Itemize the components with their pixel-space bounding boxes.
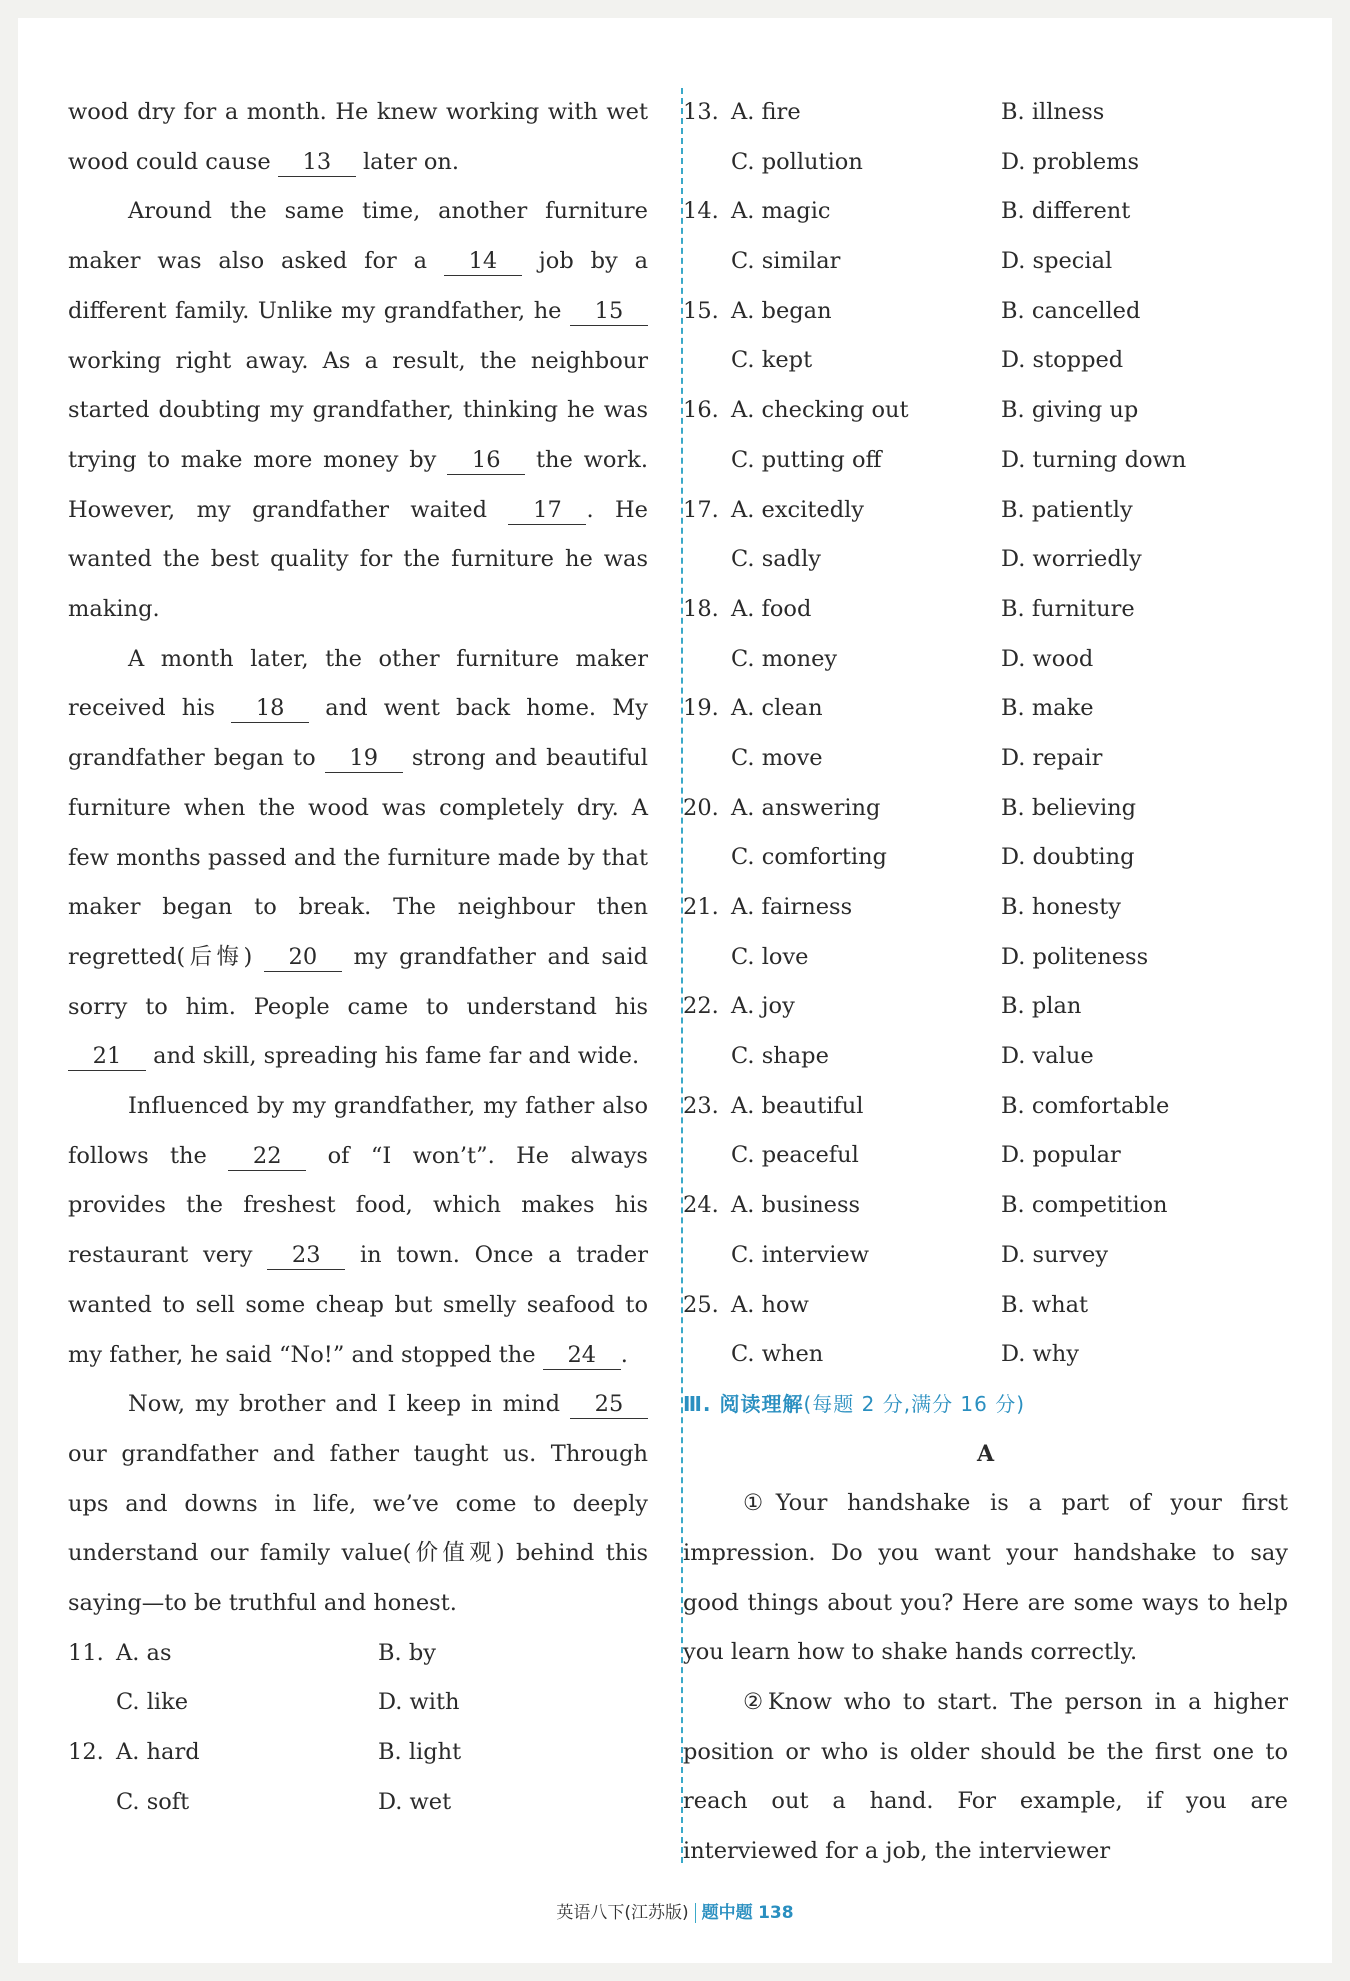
option-b[interactable]: B. patiently xyxy=(1001,496,1133,523)
question-row xyxy=(683,187,1288,237)
option-c[interactable]: C. soft xyxy=(116,1788,190,1815)
option-a[interactable]: A. excitedly xyxy=(731,496,865,523)
question-row xyxy=(683,1082,1288,1132)
question-number: 11. xyxy=(68,1639,104,1666)
option-b[interactable]: B. different xyxy=(1001,198,1131,225)
option-a[interactable]: A. hard xyxy=(116,1739,200,1766)
question-number: 17. xyxy=(683,496,719,523)
passage-text: Influenced by my grandfather, my father also follows the xyxy=(68,1093,648,1169)
option-b[interactable]: B. honesty xyxy=(1001,894,1121,920)
option-a[interactable]: A. fairness xyxy=(731,894,853,920)
answer-blank[interactable]: 18 xyxy=(231,694,309,723)
reading-paragraph: ①Your handshake is a part of your first impression. Do you want your handshake to say good things about you? Here are some ways to help you learn how to shake hands correctly. xyxy=(683,1490,1288,1666)
option-d[interactable]: D. with xyxy=(378,1689,460,1716)
answer-blank[interactable]: 17 xyxy=(508,496,586,525)
option-c[interactable]: C. pollution xyxy=(731,148,863,175)
passage-text: of “I won’t”. He always provides the freshest food, which makes his restaurant very xyxy=(68,1142,648,1269)
option-d[interactable]: D. popular xyxy=(1001,1142,1121,1169)
page-number: 138 xyxy=(758,1903,794,1923)
passage-text: strong and beautiful furniture when the wood was completely dry. A few months passed and the furniture made by that maker began to break. The neighbour then regretted(后悔) xyxy=(68,745,648,970)
question-row xyxy=(683,982,1288,1032)
footer-section: 题中题 xyxy=(701,1903,753,1923)
option-b[interactable]: B. make xyxy=(1001,695,1094,722)
option-b[interactable]: B. light xyxy=(378,1739,462,1766)
question-row xyxy=(683,883,1288,933)
question-row xyxy=(683,1131,1288,1181)
question-row xyxy=(683,287,1288,337)
book-title: 英语八下(江苏版) xyxy=(556,1903,689,1923)
question-row xyxy=(683,833,1288,883)
question-number: 22. xyxy=(683,993,719,1020)
option-a[interactable]: A. how xyxy=(731,1291,809,1318)
passage-text: wood dry for a month. He knew working with wet wood could cause xyxy=(68,99,648,175)
option-d[interactable]: D. worriedly xyxy=(1001,546,1142,573)
option-c[interactable]: C. comforting xyxy=(731,844,887,871)
footer-separator xyxy=(695,1903,696,1923)
passage-text: and skill, spreading his fame far and wide. xyxy=(146,1043,640,1070)
passage-paragraph xyxy=(68,187,648,634)
option-c[interactable]: C. interview xyxy=(731,1241,869,1268)
passage-text: Around the same time, another furniture maker was also asked for a xyxy=(68,198,648,275)
question-row xyxy=(683,535,1288,585)
reading-passage xyxy=(683,1479,1288,1877)
option-b[interactable]: B. by xyxy=(378,1639,436,1666)
option-d[interactable]: D. special xyxy=(1001,248,1113,275)
option-d[interactable]: D. repair xyxy=(1001,744,1103,771)
section-heading xyxy=(683,1380,1288,1430)
section-score-note: (每题 2 分,满分 16 分) xyxy=(803,1391,1026,1416)
passage-text: my grandfather and said sorry to him. People came to understand his xyxy=(68,943,648,1020)
question-row xyxy=(683,88,1288,138)
question-number: 25. xyxy=(683,1291,719,1318)
passage-paragraph xyxy=(68,88,648,187)
right-column xyxy=(683,88,1288,1877)
left-column xyxy=(68,88,648,1828)
passage-paragraph xyxy=(68,635,648,1082)
worksheet-page xyxy=(18,18,1332,1963)
question-row xyxy=(683,1281,1288,1331)
question-row xyxy=(683,486,1288,536)
option-d[interactable]: D. why xyxy=(1001,1341,1080,1368)
option-a[interactable]: A. food xyxy=(731,595,812,622)
answer-blank[interactable]: 15 xyxy=(570,297,648,326)
passage-text: working right away. As a result, the neighbour started doubting my grandfather, thinking he was trying to make more money by xyxy=(68,347,648,473)
question-number: 19. xyxy=(683,695,719,722)
option-b[interactable]: B. illness xyxy=(1001,99,1105,125)
answer-blank[interactable]: 25 xyxy=(570,1390,648,1419)
question-number: 15. xyxy=(683,297,719,324)
option-c[interactable]: C. shape xyxy=(731,1043,829,1070)
question-number: 16. xyxy=(683,397,719,424)
option-d[interactable]: D. problems xyxy=(1001,148,1140,175)
question-number: 14. xyxy=(683,198,719,225)
passage-text: later on. xyxy=(355,148,460,175)
option-c[interactable]: C. love xyxy=(731,943,809,970)
passage-text: . He wanted the best quality for the furniture he was making. xyxy=(68,496,648,623)
question-row xyxy=(68,1728,648,1778)
passage-text: in town. Once a trader wanted to sell some cheap but smelly seafood to my father, he said “No!” and stopped the xyxy=(68,1242,648,1368)
cloze-passage xyxy=(68,88,648,1629)
option-b[interactable]: B. comfortable xyxy=(1001,1092,1170,1119)
option-b[interactable]: B. plan xyxy=(1001,993,1082,1020)
question-number: 24. xyxy=(683,1192,719,1219)
option-c[interactable]: C. like xyxy=(116,1689,189,1716)
question-row xyxy=(683,237,1288,287)
question-number: 20. xyxy=(683,794,719,821)
option-a[interactable]: A. magic xyxy=(731,198,831,225)
option-a[interactable]: A. began xyxy=(731,297,832,324)
option-b[interactable]: B. giving up xyxy=(1001,397,1139,424)
question-row xyxy=(683,138,1288,188)
option-d[interactable]: D. doubting xyxy=(1001,844,1135,871)
option-d[interactable]: D. politeness xyxy=(1001,943,1149,970)
question-number: 21. xyxy=(683,894,719,920)
cloze-options-list xyxy=(68,1629,648,1828)
answer-blank[interactable]: 19 xyxy=(325,744,403,773)
question-row xyxy=(683,436,1288,486)
reading-paragraph: ②Know who to start. The person in a higher position or who is older should be the first one to reach out a hand. For example, if you are interviewed for a job, the interviewer xyxy=(683,1689,1288,1865)
question-row xyxy=(68,1778,648,1828)
question-row xyxy=(683,1181,1288,1231)
question-row xyxy=(683,386,1288,436)
passage-text: the work. However, my grandfather waited xyxy=(68,446,649,523)
question-row xyxy=(683,1032,1288,1082)
option-b[interactable]: B. believing xyxy=(1001,794,1137,821)
section-title: Ⅲ. 阅读理解 xyxy=(683,1391,804,1416)
option-c[interactable]: C. sadly xyxy=(731,546,821,573)
option-c[interactable]: C. money xyxy=(731,645,838,672)
passage-text: job by a different family. Unlike my grandfather, he xyxy=(68,248,648,324)
option-d[interactable]: D. wet xyxy=(378,1788,452,1815)
option-a[interactable]: A. joy xyxy=(731,993,795,1020)
option-d[interactable]: D. value xyxy=(1001,1043,1094,1070)
question-row xyxy=(683,784,1288,834)
answer-blank[interactable]: 22 xyxy=(228,1142,306,1171)
passage-text: and went back home. My grandfather began to xyxy=(68,695,648,772)
option-a[interactable]: A. answering xyxy=(731,794,881,821)
option-c[interactable]: C. putting off xyxy=(731,446,882,473)
answer-blank[interactable]: 23 xyxy=(267,1241,345,1270)
question-number: 12. xyxy=(68,1739,104,1766)
passage-paragraph xyxy=(68,1380,648,1629)
answer-blank[interactable]: 21 xyxy=(68,1042,146,1071)
question-number: 23. xyxy=(683,1092,719,1119)
page-footer xyxy=(18,1898,1332,1923)
option-c[interactable]: C. kept xyxy=(731,347,813,374)
answer-blank[interactable]: 16 xyxy=(447,446,525,475)
option-a[interactable]: A. beautiful xyxy=(731,1092,864,1119)
option-d[interactable]: D. turning down xyxy=(1001,446,1187,473)
question-row xyxy=(683,336,1288,386)
option-a[interactable]: A. business xyxy=(731,1192,861,1219)
option-b[interactable]: B. cancelled xyxy=(1001,297,1141,324)
question-row xyxy=(683,734,1288,784)
question-number: 18. xyxy=(683,595,719,622)
option-c[interactable]: C. similar xyxy=(731,248,841,275)
cloze-options-list xyxy=(683,88,1288,1380)
passage-text: our grandfather and father taught us. Through ups and downs in life, we’ve come to deeply understand our family value(价值观) behind this saying—to be truthful and honest. xyxy=(68,1440,648,1617)
option-b[interactable]: B. what xyxy=(1001,1291,1089,1318)
option-b[interactable]: B. furniture xyxy=(1001,595,1135,622)
answer-blank[interactable]: 24 xyxy=(543,1341,621,1370)
option-c[interactable]: C. peaceful xyxy=(731,1142,859,1169)
option-b[interactable]: B. competition xyxy=(1001,1192,1168,1219)
question-row xyxy=(683,585,1288,635)
passage-text: . xyxy=(620,1341,628,1368)
option-a[interactable]: A. checking out xyxy=(731,397,909,424)
question-row xyxy=(68,1678,648,1728)
answer-blank[interactable]: 13 xyxy=(278,148,356,177)
option-a[interactable]: A. as xyxy=(116,1639,172,1666)
question-number: 13. xyxy=(683,99,719,125)
option-a[interactable]: A. clean xyxy=(731,695,823,722)
passage-text: A month later, the other furniture maker received his xyxy=(68,645,648,722)
option-d[interactable]: D. stopped xyxy=(1001,347,1124,374)
passage-label: A xyxy=(976,1440,995,1467)
question-row xyxy=(683,1231,1288,1281)
option-c[interactable]: C. move xyxy=(731,744,823,771)
option-d[interactable]: D. survey xyxy=(1001,1241,1109,1268)
answer-blank[interactable]: 14 xyxy=(444,247,522,276)
passage-text: Now, my brother and I keep in mind xyxy=(128,1391,570,1418)
option-a[interactable]: A. fire xyxy=(731,99,801,125)
question-row xyxy=(68,1629,648,1679)
passage-paragraph xyxy=(68,1082,648,1380)
option-c[interactable]: C. when xyxy=(731,1341,824,1368)
question-row xyxy=(683,635,1288,685)
question-row xyxy=(683,933,1288,983)
question-row xyxy=(683,684,1288,734)
question-row xyxy=(683,1330,1288,1380)
answer-blank[interactable]: 20 xyxy=(264,943,342,972)
option-d[interactable]: D. wood xyxy=(1001,645,1094,672)
